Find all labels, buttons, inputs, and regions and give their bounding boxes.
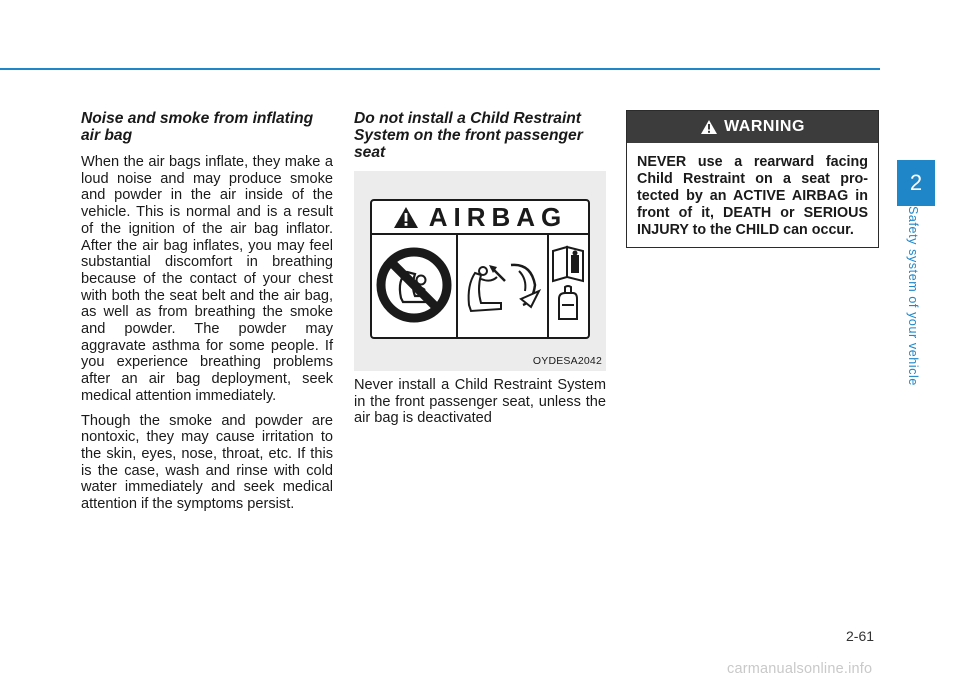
airbag-label-panels (372, 233, 588, 337)
airbag-label-figure (354, 171, 606, 371)
paragraph-noise-2: Though the smoke and powder are nontoxic, they may cause irritation to the skin, eyes, nose, throat, etc. If this is the case, wash and rinse with cold water immediately and seek medical attention if the symptoms persist. (81, 412, 333, 513)
no-rear-facing-seat-icon (375, 246, 453, 324)
airbag-warning-label (370, 199, 590, 339)
warning-triangle-icon (393, 206, 419, 229)
airbag-label-title (372, 201, 588, 235)
warning-triangle-icon (700, 119, 718, 135)
header-rule (0, 68, 880, 70)
footer-watermark: carmanualsonline.info (727, 661, 873, 677)
section-heading-noise: Noise and smoke from inflating air bag (81, 110, 314, 144)
panel-read-manual (549, 233, 588, 337)
figure-caption: OYDESA2042 (532, 355, 602, 367)
section-heading-child-restraint: Do not install a Child Restraint System on the front passenger seat (354, 110, 583, 161)
warning-title: WARNING (724, 118, 805, 135)
chapter-number-tab: 2 (897, 160, 935, 206)
column-child-restraint (354, 110, 606, 435)
warning-text: NEVER use a rearward facing Child Restraint on a seat pro-tected by an ACTIVE AIRBAG in front of it, DEATH or SERIOUS INJURY to the CHILD can occur. (637, 154, 868, 238)
chapter-title: Safety system of your vehicle (906, 206, 920, 386)
paragraph-child-restraint: Never install a Child Restraint System in the front passenger seat, unless the air bag is deactivated (354, 377, 606, 427)
paragraph-noise-1: When the air bags inflate, they make a loud noise and may produce smoke and powder in the air inside of the vehicle. This is normal and is a result of the ignition of the air bag inflator. After the air bag inflates, you may feel substantial discomfort in breathing because of the contact of your chest with both the seat belt and the air bag, as well as from breathing the smoke and powder. The powder may aggravate asthma for some people. If you experience breathing problems after an air bag deployment, seek medical attention immediately. (81, 154, 333, 404)
panel-no-child-seat (372, 233, 458, 337)
warning-title-bar (627, 111, 878, 143)
page-number: 2-61 (846, 628, 875, 644)
manual-book-icon (551, 243, 585, 327)
airbag-label-text: AIRBAG (428, 201, 568, 232)
panel-airbag-deploy (458, 233, 548, 337)
warning-box (626, 110, 879, 248)
column-noise-smoke (81, 110, 333, 521)
airbag-deploy-icon (461, 245, 545, 325)
